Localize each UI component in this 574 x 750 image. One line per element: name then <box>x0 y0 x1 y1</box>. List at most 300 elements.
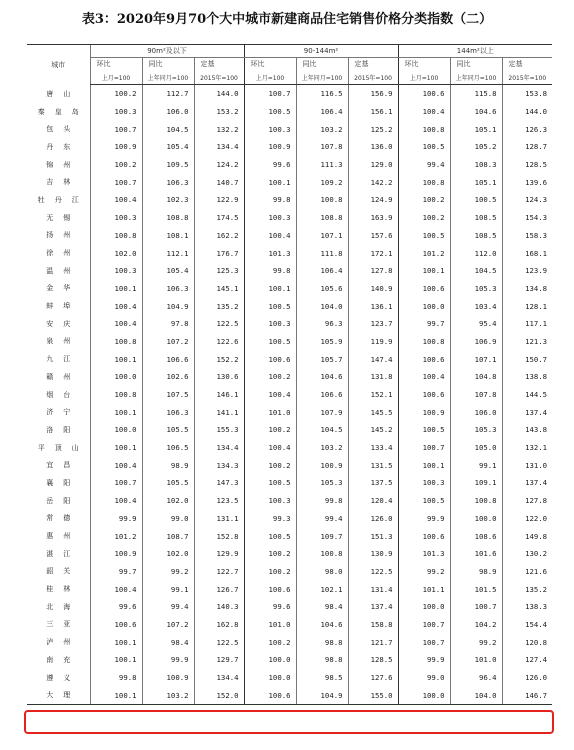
index-value: 98.0 <box>296 563 348 581</box>
index-value: 100.2 <box>244 563 296 581</box>
city-name: 蚌埠 <box>46 302 81 311</box>
index-value: 144.0 <box>502 103 552 121</box>
index-value: 100.0 <box>450 510 502 528</box>
index-value: 106.0 <box>450 403 502 421</box>
city-name: 赣州 <box>46 372 81 381</box>
index-value: 100.3 <box>244 492 296 510</box>
index-value: 98.9 <box>450 563 502 581</box>
index-value: 163.9 <box>348 209 398 227</box>
index-value: 155.0 <box>348 686 398 704</box>
index-value: 103.2 <box>296 439 348 457</box>
index-value: 99.7 <box>398 315 450 333</box>
index-value: 109.1 <box>450 474 502 492</box>
index-value: 99.2 <box>398 563 450 581</box>
table-row <box>27 103 552 121</box>
index-value: 115.8 <box>450 85 502 103</box>
index-value: 100.6 <box>244 686 296 704</box>
index-value: 140.7 <box>194 173 244 191</box>
index-value: 102.0 <box>90 244 142 262</box>
index-value: 100.0 <box>398 598 450 616</box>
index-value: 121.6 <box>502 563 552 581</box>
header-group-large: 144m²以上 <box>398 45 552 58</box>
city-name: 平顶山 <box>37 443 89 452</box>
index-value: 172.1 <box>348 244 398 262</box>
index-value: 99.3 <box>244 510 296 528</box>
city-name: 无锡 <box>46 213 81 222</box>
header-base-fixed: 2015年=100 <box>194 70 244 85</box>
index-value: 100.9 <box>244 138 296 156</box>
index-value: 109.2 <box>296 173 348 191</box>
index-value: 99.9 <box>398 651 450 669</box>
index-value: 162.2 <box>194 227 244 245</box>
city-name: 泉州 <box>46 337 81 346</box>
index-value: 100.8 <box>398 333 450 351</box>
index-value: 109.5 <box>142 156 194 174</box>
index-value: 138.8 <box>502 368 552 386</box>
header-city: 城市 <box>27 45 90 85</box>
index-value: 128.5 <box>502 156 552 174</box>
index-value: 99.9 <box>90 510 142 528</box>
index-value: 100.7 <box>244 85 296 103</box>
index-value: 149.8 <box>502 527 552 545</box>
index-value: 129.9 <box>194 545 244 563</box>
table-row <box>27 403 552 421</box>
index-value: 100.9 <box>90 545 142 563</box>
index-value: 100.8 <box>90 386 142 404</box>
city-name: 桂林 <box>46 585 81 594</box>
table-row <box>27 209 552 227</box>
index-value: 100.5 <box>244 527 296 545</box>
index-value: 104.2 <box>450 616 502 634</box>
index-value: 153.8 <box>502 85 552 103</box>
table-row <box>27 616 552 634</box>
index-value: 126.0 <box>502 669 552 687</box>
index-value: 146.7 <box>502 686 552 704</box>
table-row <box>27 474 552 492</box>
index-value: 100.5 <box>450 191 502 209</box>
index-value: 100.1 <box>90 350 142 368</box>
table-row <box>27 510 552 528</box>
index-value: 95.4 <box>450 315 502 333</box>
index-value: 106.6 <box>296 386 348 404</box>
index-value: 100.2 <box>398 191 450 209</box>
index-value: 142.2 <box>348 173 398 191</box>
index-value: 99.9 <box>398 510 450 528</box>
table-row <box>27 333 552 351</box>
city-name: 扬州 <box>46 231 81 240</box>
index-value: 108.6 <box>450 527 502 545</box>
index-value: 105.2 <box>450 138 502 156</box>
index-value: 99.9 <box>142 651 194 669</box>
index-value: 104.5 <box>142 120 194 138</box>
index-value: 105.5 <box>142 474 194 492</box>
index-value: 100.6 <box>398 85 450 103</box>
city-name: 宜昌 <box>46 461 81 470</box>
index-value: 100.3 <box>90 103 142 121</box>
index-value: 125.2 <box>348 120 398 138</box>
index-value: 106.4 <box>296 103 348 121</box>
index-value: 103.2 <box>142 686 194 704</box>
table-row <box>27 633 552 651</box>
city-name: 襄阳 <box>46 478 81 487</box>
index-value: 140.9 <box>348 280 398 298</box>
index-value: 134.4 <box>194 439 244 457</box>
city-name: 安庆 <box>46 319 81 328</box>
index-value: 100.4 <box>90 580 142 598</box>
city-name: 泸州 <box>46 638 81 647</box>
index-value: 128.7 <box>502 138 552 156</box>
index-value: 133.4 <box>348 439 398 457</box>
header-base-mom: 上月=100 <box>90 70 142 85</box>
city-name: 牡丹江 <box>37 195 89 204</box>
city-name: 大理 <box>27 686 90 704</box>
index-value: 106.6 <box>142 350 194 368</box>
index-value: 131.8 <box>348 368 398 386</box>
index-value: 105.6 <box>296 280 348 298</box>
index-value: 138.3 <box>502 598 552 616</box>
table-row <box>27 173 552 191</box>
index-value: 100.6 <box>398 527 450 545</box>
index-value: 155.3 <box>194 421 244 439</box>
city-name: 锦州 <box>46 160 81 169</box>
index-value: 130.9 <box>348 545 398 563</box>
index-value: 130.2 <box>502 545 552 563</box>
index-value: 134.8 <box>502 280 552 298</box>
header-sub-fixed: 定基 <box>502 58 552 71</box>
index-value: 99.4 <box>296 510 348 528</box>
index-value: 100.1 <box>90 439 142 457</box>
header-base-fixed: 2015年=100 <box>502 70 552 85</box>
index-value: 100.6 <box>398 350 450 368</box>
table-row <box>27 85 552 103</box>
index-value: 101.0 <box>244 616 296 634</box>
index-value: 99.7 <box>90 563 142 581</box>
index-value: 102.1 <box>296 580 348 598</box>
index-value: 104.6 <box>296 368 348 386</box>
index-value: 135.2 <box>502 580 552 598</box>
index-value: 98.4 <box>142 633 194 651</box>
index-value: 100.6 <box>90 616 142 634</box>
index-value: 100.8 <box>398 120 450 138</box>
index-value: 100.1 <box>90 686 142 704</box>
index-value: 131.1 <box>194 510 244 528</box>
index-value: 100.5 <box>244 297 296 315</box>
city-name: 烟台 <box>46 390 81 399</box>
index-value: 126.7 <box>194 580 244 598</box>
index-value: 100.8 <box>90 227 142 245</box>
index-value: 111.8 <box>296 244 348 262</box>
index-value: 107.5 <box>142 386 194 404</box>
index-value: 145.2 <box>348 421 398 439</box>
index-value: 147.4 <box>348 350 398 368</box>
table-body <box>27 85 552 705</box>
header-sub-yoy: 同比 <box>142 58 194 71</box>
index-value: 100.4 <box>90 297 142 315</box>
index-value: 100.6 <box>244 350 296 368</box>
page-title: 表3：2020年9月70个大中城市新建商品住宅销售价格分类指数（二） <box>81 12 493 27</box>
table-row <box>27 456 552 474</box>
index-value: 103.2 <box>296 120 348 138</box>
index-value: 146.1 <box>194 386 244 404</box>
header-base-mom: 上月=100 <box>398 70 450 85</box>
index-value: 125.3 <box>194 262 244 280</box>
city-name: 徐州 <box>46 249 81 258</box>
index-value: 123.7 <box>348 315 398 333</box>
index-value: 152.8 <box>194 527 244 545</box>
index-value: 108.5 <box>450 209 502 227</box>
index-value: 154.4 <box>502 616 552 634</box>
table-row <box>27 156 552 174</box>
index-value: 137.4 <box>502 403 552 421</box>
index-value: 112.1 <box>142 244 194 262</box>
index-value: 108.7 <box>142 527 194 545</box>
index-value: 124.3 <box>502 191 552 209</box>
index-value: 144.5 <box>502 386 552 404</box>
index-value: 100.4 <box>90 191 142 209</box>
index-value: 128.5 <box>348 651 398 669</box>
header-base-yoy: 上年同月=100 <box>142 70 194 85</box>
index-value: 141.1 <box>194 403 244 421</box>
price-index-table <box>27 44 552 705</box>
index-value: 106.3 <box>142 403 194 421</box>
index-value: 100.9 <box>90 138 142 156</box>
city-name: 南充 <box>46 655 81 664</box>
index-value: 100.3 <box>244 120 296 138</box>
index-value: 100.5 <box>398 421 450 439</box>
index-value: 105.0 <box>450 439 502 457</box>
table-row <box>27 262 552 280</box>
index-value: 107.8 <box>296 138 348 156</box>
index-value: 139.6 <box>502 173 552 191</box>
table-row <box>27 598 552 616</box>
index-value: 145.1 <box>194 280 244 298</box>
index-value: 108.5 <box>450 227 502 245</box>
city-name: 湛江 <box>46 549 81 558</box>
header-sub-yoy: 同比 <box>450 58 502 71</box>
index-value: 130.6 <box>194 368 244 386</box>
index-value: 100.0 <box>90 421 142 439</box>
index-value: 107.8 <box>450 386 502 404</box>
header-sub-mom: 环比 <box>90 58 142 71</box>
index-value: 100.2 <box>244 545 296 563</box>
index-value: 100.3 <box>398 474 450 492</box>
index-value: 100.1 <box>244 173 296 191</box>
index-value: 136.1 <box>348 297 398 315</box>
index-value: 101.5 <box>450 580 502 598</box>
index-value: 137.4 <box>502 474 552 492</box>
index-value: 100.5 <box>244 333 296 351</box>
index-value: 121.7 <box>348 633 398 651</box>
index-value: 128.1 <box>502 297 552 315</box>
index-value: 99.8 <box>244 191 296 209</box>
index-value: 112.7 <box>142 85 194 103</box>
index-value: 102.0 <box>142 492 194 510</box>
index-value: 104.5 <box>450 262 502 280</box>
index-value: 104.0 <box>450 686 502 704</box>
index-value: 100.9 <box>296 456 348 474</box>
index-value: 152.0 <box>194 686 244 704</box>
index-value: 122.5 <box>194 315 244 333</box>
index-value: 100.1 <box>90 651 142 669</box>
index-value: 99.8 <box>90 669 142 687</box>
table-row <box>27 580 552 598</box>
index-value: 100.4 <box>244 439 296 457</box>
header-base-mom: 上月=100 <box>244 70 296 85</box>
index-value: 144.0 <box>194 85 244 103</box>
index-value: 100.0 <box>398 297 450 315</box>
city-name: 包头 <box>46 125 81 134</box>
index-value: 132.1 <box>502 439 552 457</box>
index-value: 120.4 <box>348 492 398 510</box>
index-value: 100.7 <box>90 173 142 191</box>
index-value: 100.6 <box>398 280 450 298</box>
index-value: 100.0 <box>90 368 142 386</box>
index-value: 105.1 <box>450 120 502 138</box>
index-value: 100.4 <box>398 368 450 386</box>
index-value: 100.7 <box>398 439 450 457</box>
header-sub-mom: 环比 <box>398 58 450 71</box>
index-value: 99.2 <box>450 633 502 651</box>
index-value: 100.5 <box>244 474 296 492</box>
header-base-fixed: 2015年=100 <box>348 70 398 85</box>
index-value: 152.1 <box>348 386 398 404</box>
city-name: 常德 <box>46 514 81 523</box>
index-value: 105.5 <box>142 421 194 439</box>
index-value: 104.9 <box>142 297 194 315</box>
index-value: 104.6 <box>450 103 502 121</box>
table-row <box>27 651 552 669</box>
index-value: 127.8 <box>348 262 398 280</box>
index-value: 134.4 <box>194 138 244 156</box>
index-value: 100.8 <box>450 492 502 510</box>
index-value: 120.8 <box>502 633 552 651</box>
index-value: 131.5 <box>348 456 398 474</box>
city-name: 洛阳 <box>46 425 81 434</box>
index-value: 101.2 <box>398 244 450 262</box>
index-value: 100.4 <box>90 456 142 474</box>
index-value: 122.0 <box>502 510 552 528</box>
index-value: 99.6 <box>90 598 142 616</box>
index-value: 100.5 <box>398 138 450 156</box>
index-value: 124.2 <box>194 156 244 174</box>
index-value: 99.6 <box>244 598 296 616</box>
city-name: 遵义 <box>46 673 81 682</box>
header-sub-mom: 环比 <box>244 58 296 71</box>
index-value: 100.0 <box>398 686 450 704</box>
index-value: 101.6 <box>450 545 502 563</box>
index-value: 100.2 <box>90 156 142 174</box>
index-value: 100.7 <box>90 120 142 138</box>
index-value: 102.6 <box>142 368 194 386</box>
index-value: 158.3 <box>502 227 552 245</box>
index-value: 156.9 <box>348 85 398 103</box>
index-value: 108.1 <box>142 227 194 245</box>
index-value: 100.7 <box>450 598 502 616</box>
index-value: 100.5 <box>398 227 450 245</box>
index-value: 100.2 <box>90 85 142 103</box>
table-row <box>27 492 552 510</box>
index-value: 107.9 <box>296 403 348 421</box>
index-value: 105.4 <box>142 262 194 280</box>
index-value: 100.3 <box>90 262 142 280</box>
table-row <box>27 227 552 245</box>
city-name: 温州 <box>46 266 81 275</box>
index-value: 100.3 <box>244 209 296 227</box>
index-value: 100.8 <box>90 333 142 351</box>
index-value: 100.0 <box>244 651 296 669</box>
header-base-yoy: 上年同月=100 <box>296 70 348 85</box>
header-base-yoy: 上年同月=100 <box>450 70 502 85</box>
index-value: 99.1 <box>450 456 502 474</box>
index-value: 100.3 <box>244 315 296 333</box>
index-value: 134.3 <box>194 456 244 474</box>
index-value: 105.3 <box>450 280 502 298</box>
index-value: 111.3 <box>296 156 348 174</box>
header-group-medium: 90-144m² <box>244 45 398 58</box>
index-value: 105.3 <box>296 474 348 492</box>
index-value: 99.2 <box>142 563 194 581</box>
table-row <box>27 120 552 138</box>
index-value: 100.1 <box>398 456 450 474</box>
table-row <box>27 191 552 209</box>
index-value: 108.8 <box>142 209 194 227</box>
table-row <box>27 421 552 439</box>
index-value: 105.1 <box>450 173 502 191</box>
index-value: 136.0 <box>348 138 398 156</box>
index-value: 107.2 <box>142 333 194 351</box>
index-value: 106.3 <box>142 173 194 191</box>
city-name: 秦皇岛 <box>37 107 89 116</box>
index-value: 106.5 <box>142 439 194 457</box>
index-value: 102.0 <box>142 545 194 563</box>
index-value: 97.8 <box>142 315 194 333</box>
index-value: 100.4 <box>90 492 142 510</box>
table-row <box>27 669 552 687</box>
index-value: 129.7 <box>194 651 244 669</box>
index-value: 122.9 <box>194 191 244 209</box>
index-value: 140.3 <box>194 598 244 616</box>
index-value: 105.7 <box>296 350 348 368</box>
index-value: 168.1 <box>502 244 552 262</box>
city-name: 韶关 <box>46 567 81 576</box>
index-value: 107.1 <box>450 350 502 368</box>
index-value: 145.5 <box>348 403 398 421</box>
index-value: 104.6 <box>296 616 348 634</box>
index-value: 126.3 <box>502 120 552 138</box>
index-value: 100.1 <box>90 280 142 298</box>
table-row <box>27 368 552 386</box>
index-value: 112.0 <box>450 244 502 262</box>
index-value: 104.9 <box>296 686 348 704</box>
index-value: 100.6 <box>398 386 450 404</box>
index-value: 105.9 <box>296 333 348 351</box>
index-value: 100.2 <box>398 209 450 227</box>
header-sub-yoy: 同比 <box>296 58 348 71</box>
index-value: 100.7 <box>398 633 450 651</box>
index-value: 152.2 <box>194 350 244 368</box>
index-value: 100.8 <box>296 191 348 209</box>
index-value: 131.0 <box>502 456 552 474</box>
index-value: 100.1 <box>244 280 296 298</box>
index-value: 105.3 <box>450 421 502 439</box>
index-value: 100.1 <box>90 403 142 421</box>
city-name: 吉林 <box>46 178 81 187</box>
index-value: 100.0 <box>244 669 296 687</box>
index-value: 134.4 <box>194 669 244 687</box>
index-value: 98.4 <box>296 598 348 616</box>
index-value: 100.4 <box>398 103 450 121</box>
index-value: 154.3 <box>502 209 552 227</box>
